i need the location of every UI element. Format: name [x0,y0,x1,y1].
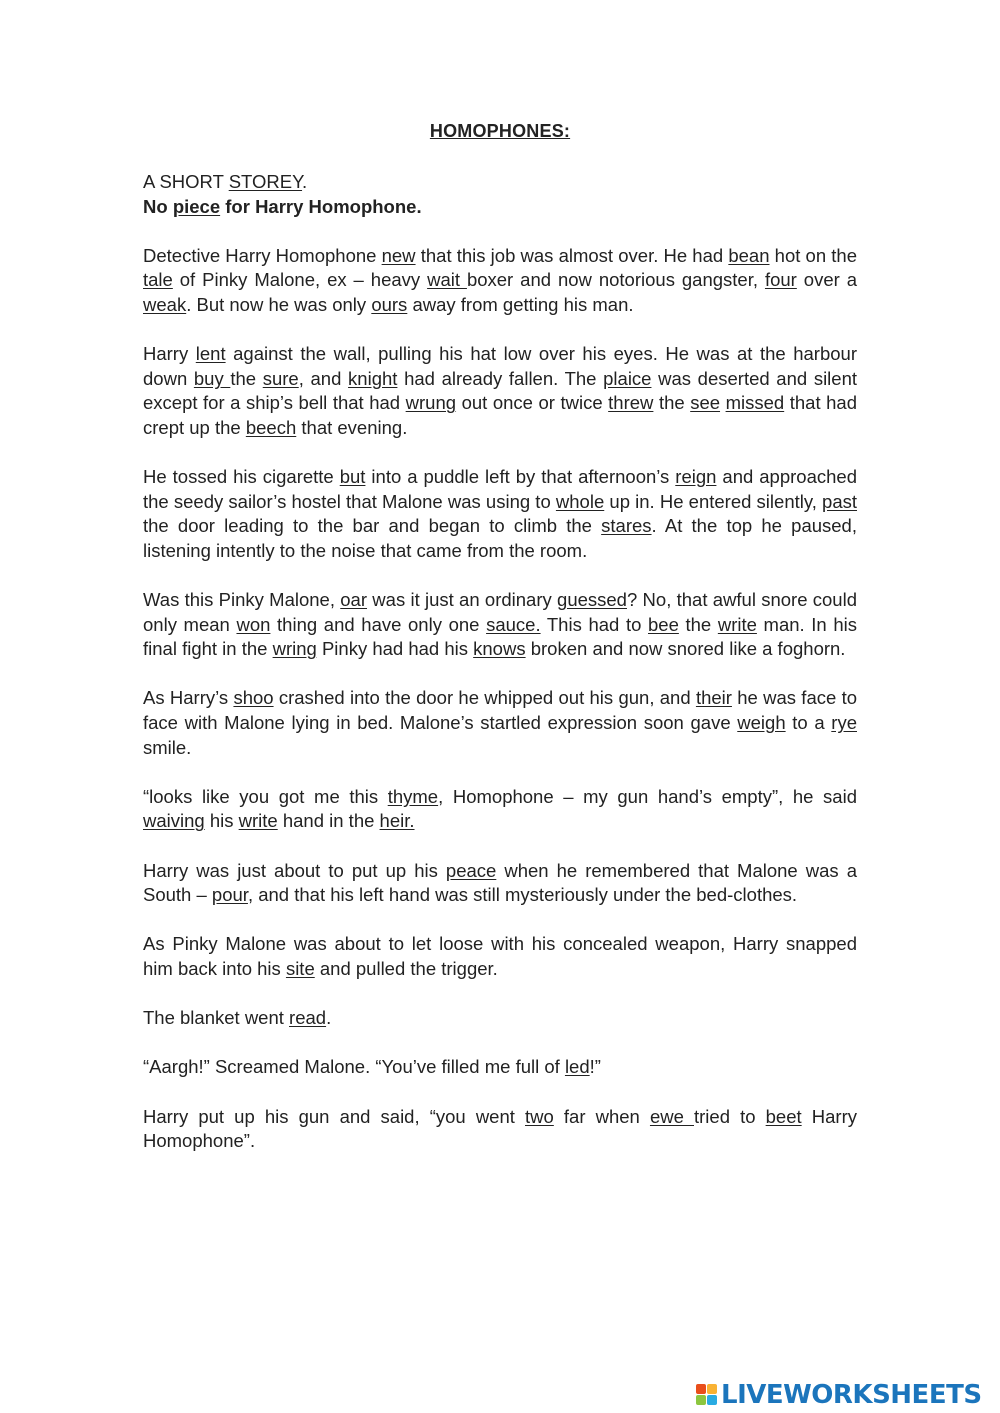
homophone-word: waiving [143,810,205,832]
story-text: “Aargh!” Screamed Malone. “You’ve filled me full of [143,1056,565,1078]
homophone-word: piece [172,195,221,217]
story-text: that evening. [296,416,408,438]
homophone-word: wring [272,638,317,660]
story-text: This had to [540,613,648,635]
story-text: Harry put up his gun and said, “you went [143,1105,526,1127]
story-paragraph [143,244,857,318]
story-text: , and [298,367,349,389]
story-paragraph [143,686,857,760]
story-paragraph [143,588,857,662]
story-text: hand in the [277,810,380,832]
story-text: . But now he was only [186,293,372,315]
homophone-word: write [717,613,757,635]
liveworksheets-logo-icon [696,1384,718,1406]
homophone-word: weigh [737,712,786,734]
story-text: tried to [694,1105,766,1127]
homophone-word: see [690,392,721,414]
story-content [143,170,857,1178]
homophone-word: tale [143,269,173,291]
homophone-word: guessed [557,589,627,611]
story-paragraph [143,465,857,563]
homophone-word: peace [445,859,497,881]
story-text: thing and have only one [270,613,487,635]
story-text: was deserted and silent except for a ship’s bell that had [143,367,858,414]
homophone-word: pour [211,884,248,906]
story-text: The blanket went [143,1007,290,1029]
homophone-word: missed [725,392,785,414]
homophone-word: plaice [603,367,652,389]
story-text: Was this Pinky Malone, [143,589,341,611]
story-text: Harry was just about to put up his [143,859,446,881]
homophone-word: read [289,1007,327,1029]
heading-prefix: A SHORT [143,171,229,192]
story-text: against the wall, pulling his hat low over his eyes. He was at the harbour down [143,343,857,389]
story-text: into a puddle left by that afternoon’s [365,466,676,488]
logo-icon-square [707,1384,717,1394]
homophone-word: lent [195,343,226,365]
story-text: had already fallen. The [397,367,604,389]
story-paragraph [143,932,857,981]
homophone-word: knows [473,638,526,660]
story-text: He tossed his cigarette [143,466,340,488]
story-text: Harry Homophone”. [143,1105,857,1152]
homophone-word: beet [765,1105,802,1127]
story-text: Harry [143,343,196,365]
story-text: out once or twice [456,392,609,414]
story-text: “looks like you got me this [143,785,388,807]
story-text: the [678,613,718,635]
homophone-word: shoo [233,687,274,709]
story-text: broken and now snored like a foghorn. [525,638,846,660]
logo-icon-square [707,1395,717,1405]
homophone-word: reign [675,466,717,488]
story-text: boxer and now notorious gangster, [466,269,765,291]
homophone-word: write [238,810,278,832]
story-text: and approached the seedy sailor’s hostel that Malone was using to [143,466,857,512]
homophone-word: rye [831,712,857,734]
story-text: . [326,1007,332,1029]
homophone-word: thyme [387,785,439,807]
homophone-word: buy [193,367,231,389]
story-text: the [230,367,263,389]
logo-icon-square [696,1384,706,1394]
story-text: , and that his left hand was still mysteriously under the bed-clothes. [247,884,798,906]
subtitle-suffix: for Harry Homophone. [220,195,422,217]
story-paragraph [143,1006,857,1031]
homophone-word: wrung [405,392,457,414]
homophone-word: bee [648,613,679,635]
logo-icon-square [696,1395,706,1405]
story-text: his [204,810,239,832]
homophone-word: their [695,687,732,709]
story-text: of Pinky Malone, ex – heavy [172,269,428,291]
story-text: he was face to face with Malone lying in bed. Malone’s startled expression soon gave [143,687,857,734]
homophone-word: ewe [649,1105,694,1127]
homophone-word: threw [608,392,654,414]
story-text: the door leading to the bar and began to climb the [143,515,602,537]
subtitle-prefix: No [143,195,173,217]
story-text: over a [796,269,858,291]
story-text: crashed into the door he whipped out his gun, and [273,687,696,709]
story-text: to a [785,712,832,734]
homophone-word: ours [371,293,408,315]
homophone-word: stares [601,515,652,537]
homophone-word: two [525,1105,554,1127]
story-text: hot on the [769,244,857,266]
story-text: away from getting his man. [407,293,634,315]
story-text: As Pinky Malone was about to let loose with his concealed weapon, Harry snapped him back into his [143,933,857,979]
story-heading-line [143,170,857,195]
liveworksheets-watermark [696,1378,982,1412]
homophone-word: weak [143,293,187,315]
homophone-word: site [285,958,315,979]
story-text: Detective Harry Homophone [143,244,382,266]
story-text: As Harry’s [143,687,234,709]
story-text: Pinky had had his [316,638,474,660]
story-text: up in. He entered silently, [604,490,823,512]
homophone-word: heir. [379,810,415,832]
story-text: far when [553,1105,650,1127]
homophone-word: but [339,466,366,488]
story-paragraph [143,785,857,834]
story-text: , Homophone – my gun hand’s empty”, he said [438,785,857,807]
homophone-word: new [381,244,416,266]
homophone-word: wait [427,269,467,291]
story-paragraph [143,342,857,440]
page-title: HOMOPHONES: [429,121,571,141]
homophone-word: four [764,269,797,291]
story-paragraph [143,1055,857,1080]
story-paragraph [143,859,857,908]
homophone-word: sauce. [486,613,541,635]
story-body [143,244,857,1154]
story-text: man. In his final fight in the [143,613,857,660]
homophone-word: bean [728,244,770,266]
story-text: that had crept up the [143,392,857,438]
story-subtitle [143,195,857,220]
story-text: was it just an ordinary [367,589,558,611]
homophone-word: led [564,1056,590,1078]
homophone-word: beech [245,416,297,438]
story-text: !” [589,1056,601,1078]
homophone-word: knight [348,367,398,389]
homophone-word: past [822,490,858,512]
story-text: ? No, that awful snore could only mean [143,589,857,635]
homophone-word: whole [555,490,605,512]
watermark-text: LIVEWORKSHEETS [721,1380,982,1410]
homophone-word: sure [262,367,299,389]
story-text: when he remembered that Malone was a South – [143,859,857,906]
story-text: the [653,392,691,414]
story-paragraph [143,1105,857,1154]
homophone-word: oar [340,589,368,611]
story-text: that this job was almost over. He had [415,244,729,266]
homophone-word: STOREY [228,171,303,192]
story-text: and pulled the trigger. [314,958,498,979]
story-text: . At the top he paused, listening intently to the noise that came from the room. [143,515,857,561]
story-text: smile. [143,736,192,758]
homophone-word: won [236,613,271,635]
heading-suffix: . [302,171,308,192]
